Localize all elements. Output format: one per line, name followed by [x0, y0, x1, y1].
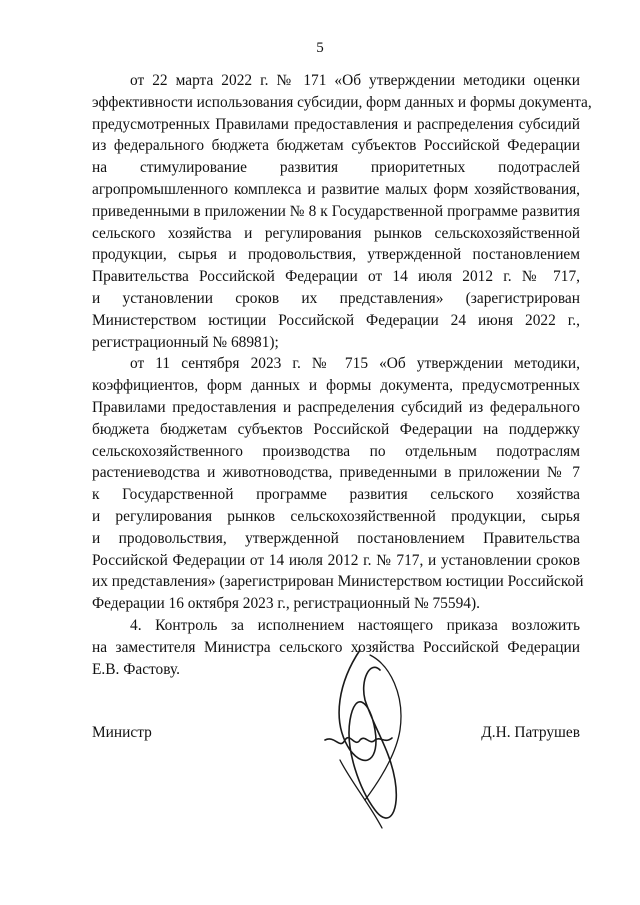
text-line: Е.В. Фастову.	[92, 660, 180, 678]
text-line: Правилами предоставления и распределения субсидий из федерального	[92, 398, 580, 416]
handwritten-signature-icon	[320, 640, 420, 840]
text-line: Министерством юстиции Российской Федерации 24 июня 2022 г.,	[92, 311, 580, 329]
paragraph-order-715	[92, 353, 584, 615]
text-line: сельского хозяйства и регулирования рынков сельскохозяйственной	[92, 224, 580, 242]
text-line: Правительства Российской Федерации от 14 июля 2012 г. № 717,	[92, 268, 580, 286]
text-line: от 22 марта 2022 г. № 171 «Об утверждении методики оценки	[130, 72, 580, 89]
text-line: их представления» (зарегистрирован Министерством юстиции Российской	[92, 573, 584, 591]
signer-name: Д.Н. Патрушев	[481, 724, 580, 741]
text-line: растениеводства и животноводства, приведенными в приложении № 7	[92, 464, 580, 482]
page-number: 5	[316, 40, 324, 56]
text-line: регистрационный № 68981);	[92, 333, 279, 351]
text-line: из федерального бюджета бюджетам субъектов Российской Федерации	[92, 137, 580, 155]
text-line: предусмотренных Правилами предоставления и распределения субсидий	[92, 115, 580, 133]
signer-position: Министр	[92, 724, 152, 741]
text-line: приведенными в приложении № 8 к Государственной программе развития	[92, 202, 580, 220]
text-line: от 11 сентября 2023 г. № 715 «Об утверждении методики,	[130, 355, 580, 373]
text-line: сельскохозяйственного производства по отдельным подотраслям	[92, 442, 580, 460]
text-line: продукции, сырья и продовольствия, утвержденной постановлением	[92, 246, 580, 264]
text-line: коэффициентов, форм данных и формы документа, предусмотренных	[92, 377, 580, 395]
text-line: эффективности использования субсидии, форм данных и формы документа,	[92, 93, 592, 111]
text-line: и продовольствия, утвержденной постановлением Правительства	[92, 529, 580, 547]
text-line: и установлении сроков их представления» (зарегистрирован	[92, 289, 580, 307]
text-line: к Государственной программе развития сельского хозяйства	[92, 486, 580, 504]
text-line: 4. Контроль за исполнением настоящего приказа возложить	[130, 616, 580, 634]
text-line: на заместителя Министра сельского хозяйства Российской Федерации	[92, 638, 580, 656]
text-line: и регулирования рынков сельскохозяйственной продукции, сырья	[92, 507, 580, 525]
text-line: Российской Федерации от 14 июля 2012 г. № 717, и установлении сроков	[92, 551, 580, 569]
text-line: на стимулирование развития приоритетных подотраслей	[92, 159, 580, 177]
document-body	[92, 70, 592, 680]
text-line: бюджета бюджетам субъектов Российской Федерации на поддержку	[92, 420, 580, 438]
paragraph-order-171	[92, 70, 592, 353]
text-line: агропромышленного комплекса и развитие малых форм хозяйствования,	[92, 180, 580, 198]
text-line: Федерации 16 октября 2023 г., регистрационный № 75594).	[92, 595, 480, 613]
